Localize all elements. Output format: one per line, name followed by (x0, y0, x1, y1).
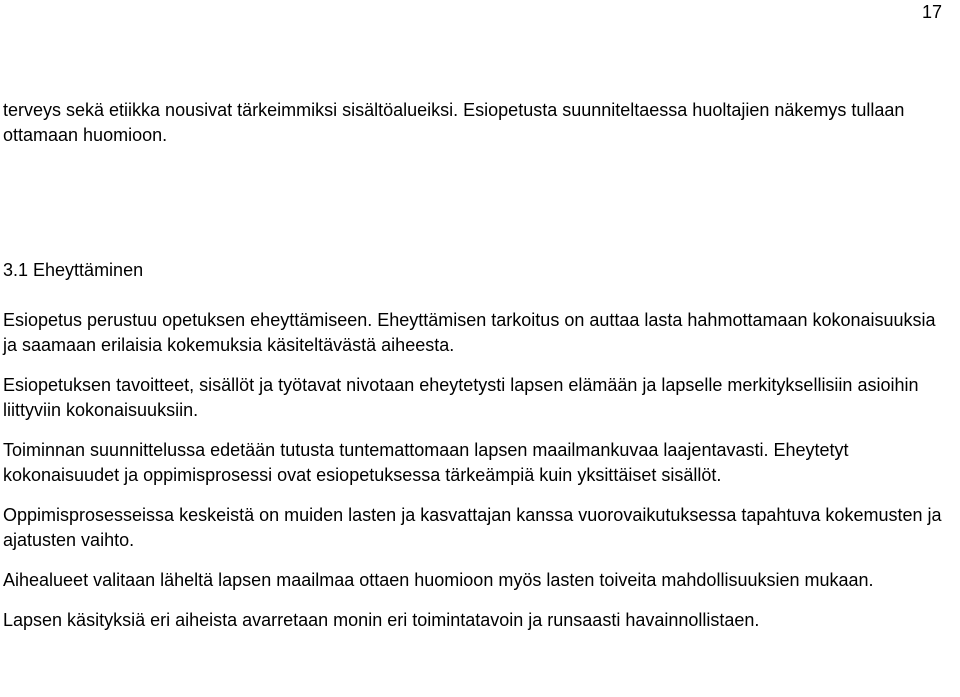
page-number: 17 (921, 2, 942, 22)
paragraph-oppimisprosessit: Oppimisprosesseissa keskeistä on muiden lasten ja kasvattajan kanssa vuorovaikutuksessa tapahtuva kokemusten ja ajatusten vaihto. (3, 505, 942, 550)
paragraph-kasitykset: Lapsen käsityksiä eri aiheista avarretaan monin eri toimintatavoin ja runsaasti havainnollistaen. (3, 610, 760, 630)
paragraph-eheyttaminen: Esiopetus perustuu opetuksen eheyttämiseen. Eheyttämisen tarkoitus on auttaa lasta hahmottamaan kokonaisuuksia ja saamaan erilaisia kokemuksia käsiteltävästä aiheesta. (3, 310, 936, 355)
intro-paragraph: terveys sekä etiikka nousivat tärkeimmiksi sisältöalueiksi. Esiopetusta suunniteltaessa huoltajien näkemys tullaan ottamaan huomioon. (3, 100, 905, 145)
section-heading: 3.1 Eheyttäminen (3, 260, 144, 280)
paragraph-suunnittelu: Toiminnan suunnittelussa edetään tutusta tuntemattomaan lapsen maailmankuvaa laajentavasti. Eheytetyt kokonaisuudet ja oppimisprosessi ovat esiopetuksessa tärkeämpiä kuin yksittäiset sisällöt. (3, 440, 849, 485)
paragraph-aihealueet: Aihealueet valitaan läheltä lapsen maailmaa ottaen huomioon myös lasten toiveita mahdollisuuksien mukaan. (3, 570, 874, 590)
document-body (3, 98, 953, 633)
paragraph-tavoitteet: Esiopetuksen tavoitteet, sisällöt ja työtavat nivotaan eheytetysti lapsen elämään ja lapselle merkityksellisiin asioihin liittyviin kokonaisuuksiin. (3, 375, 919, 420)
